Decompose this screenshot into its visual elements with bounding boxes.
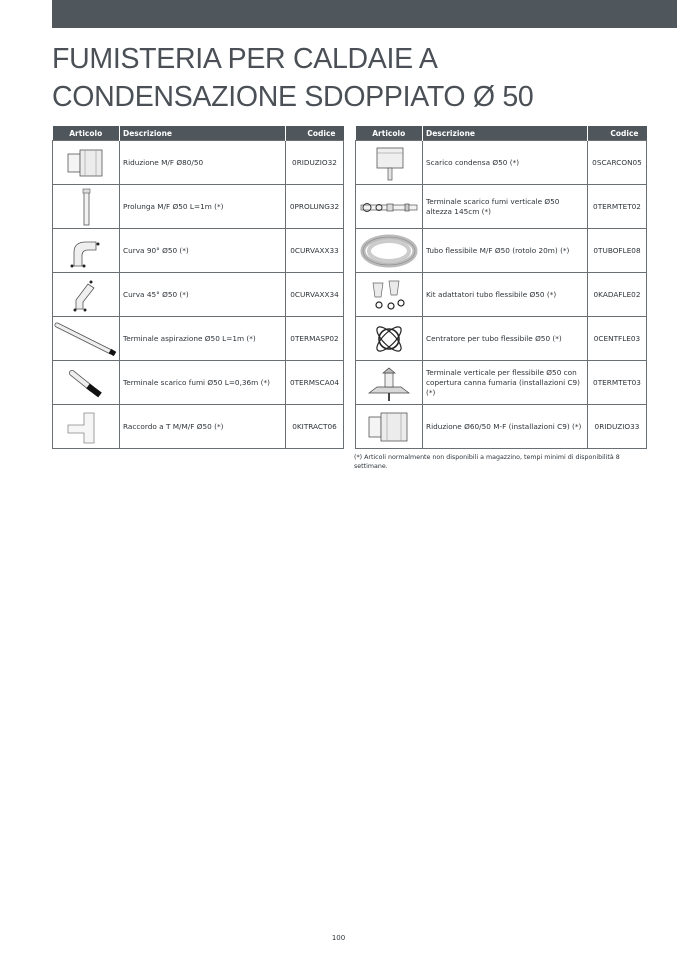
article-image-cell (53, 405, 120, 449)
extension-pipe-icon (56, 187, 116, 227)
table-row (356, 229, 647, 273)
article-description: Terminale scarico fumi verticale Ø50 altezza 145cm (*) (423, 185, 588, 229)
article-description: Scarico condensa Ø50 (*) (423, 141, 588, 185)
article-code: 0TERMASP02 (286, 317, 344, 361)
table-row (53, 273, 344, 317)
article-description: Riduzione M/F Ø80/50 (120, 141, 286, 185)
table-row (53, 185, 344, 229)
flexible-hose-icon (357, 231, 421, 271)
article-code: 0TERMTET03 (588, 361, 647, 405)
article-description: Prolunga M/F Ø50 L=1m (*) (120, 185, 286, 229)
article-code: 0TERMSCA04 (286, 361, 344, 405)
table-row (356, 317, 647, 361)
centering-ring-icon (359, 319, 419, 359)
article-description: Terminale verticale per flessibile Ø50 con copertura canna fumaria (installazioni C9) (*) (423, 361, 588, 405)
chimney-cover-terminal-icon (359, 363, 419, 403)
article-image-cell (356, 361, 423, 405)
table-header-row (356, 126, 647, 141)
header-code: Codice (286, 126, 344, 141)
article-description: Riduzione Ø60/50 M-F (installazioni C9) (*) (423, 405, 588, 449)
table-row (53, 317, 344, 361)
elbow-90-icon (56, 232, 116, 270)
article-image-cell (53, 185, 120, 229)
header-code: Codice (588, 126, 647, 141)
reducer-icon (56, 145, 116, 181)
table-row (356, 141, 647, 185)
article-code: 0CENTFLE03 (588, 317, 647, 361)
header-description: Descrizione (423, 126, 588, 141)
article-code: 0CURVAXX34 (286, 273, 344, 317)
article-code: 0TERMTET02 (588, 185, 647, 229)
condensate-drain-icon (359, 143, 419, 183)
reducer-icon (359, 409, 419, 445)
article-image-cell (356, 405, 423, 449)
article-image-cell (356, 141, 423, 185)
table-row (53, 141, 344, 185)
article-code: 0KADAFLE02 (588, 273, 647, 317)
catalog-table-right (355, 126, 647, 449)
footnote: (*) Articoli normalmente non disponibili a magazzino, tempi minimi di disponibilità 8 settimane. (354, 454, 620, 470)
intake-terminal-icon (53, 319, 119, 359)
table-row (356, 405, 647, 449)
article-description: Curva 90° Ø50 (*) (120, 229, 286, 273)
article-image-cell (53, 229, 120, 273)
title-line-2: CONDENSAZIONE SDOPPIATO Ø 50 (52, 81, 534, 113)
table-header-row (53, 126, 344, 141)
table-row (53, 229, 344, 273)
elbow-45-icon (56, 276, 116, 314)
article-code: 0KITRACT06 (286, 405, 344, 449)
article-description: Centratore per tubo flessibile Ø50 (*) (423, 317, 588, 361)
article-image-cell (53, 141, 120, 185)
article-image-cell (356, 185, 423, 229)
page-title (52, 40, 652, 116)
table-row (53, 405, 344, 449)
page-number: 100 (331, 934, 346, 942)
header-description: Descrizione (120, 126, 286, 141)
article-description: Curva 45° Ø50 (*) (120, 273, 286, 317)
exhaust-terminal-icon (56, 363, 116, 403)
vertical-terminal-icon (357, 187, 421, 227)
adapter-kit-icon (359, 275, 419, 315)
top-bar (52, 0, 677, 28)
article-image-cell (356, 229, 423, 273)
table-row (356, 361, 647, 405)
article-code: 0RIDUZIO33 (588, 405, 647, 449)
header-article: Articolo (356, 126, 423, 141)
article-image-cell (356, 273, 423, 317)
article-description: Terminale scarico fumi Ø50 L=0,36m (*) (120, 361, 286, 405)
article-description: Terminale aspirazione Ø50 L=1m (*) (120, 317, 286, 361)
header-article: Articolo (53, 126, 120, 141)
article-description: Tubo flessibile M/F Ø50 (rotolo 20m) (*) (423, 229, 588, 273)
article-image-cell (53, 273, 120, 317)
article-image-cell (356, 317, 423, 361)
article-description: Raccordo a T M/M/F Ø50 (*) (120, 405, 286, 449)
article-image-cell (53, 317, 120, 361)
table-row (356, 185, 647, 229)
article-code: 0RIDUZIO32 (286, 141, 344, 185)
article-code: 0SCARCON05 (588, 141, 647, 185)
article-code: 0CURVAXX33 (286, 229, 344, 273)
tee-fitting-icon (56, 407, 116, 447)
table-row (53, 361, 344, 405)
table-row (356, 273, 647, 317)
article-description: Kit adattatori tubo flessibile Ø50 (*) (423, 273, 588, 317)
catalog-table-left (52, 126, 344, 449)
article-code: 0PROLUNG32 (286, 185, 344, 229)
article-image-cell (53, 361, 120, 405)
article-code: 0TUBOFLE08 (588, 229, 647, 273)
title-line-1: FUMISTERIA PER CALDAIE A (52, 43, 438, 75)
